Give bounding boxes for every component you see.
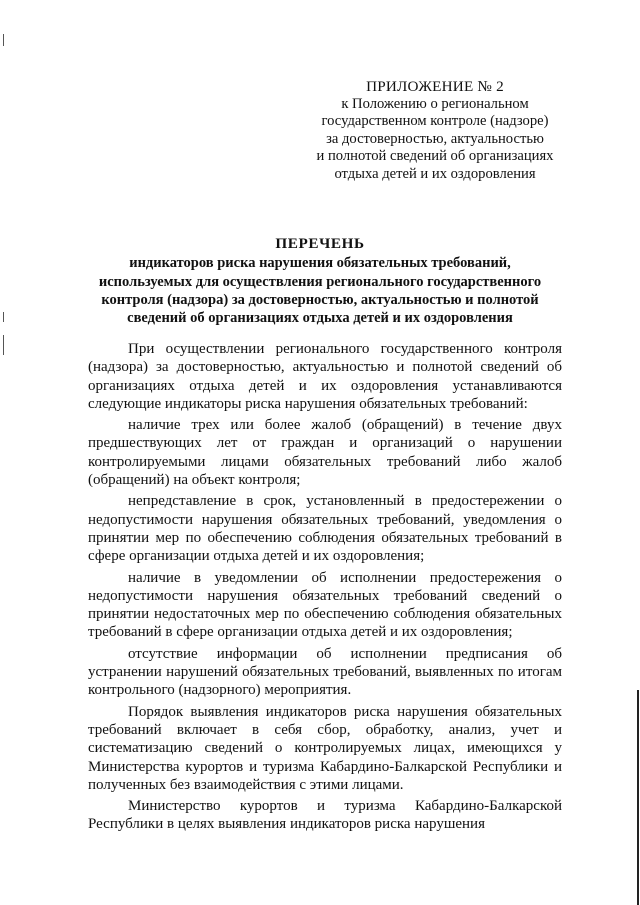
paragraph: наличие в уведомлении об исполнении предостережения о недопустимости нарушения обязательных требований сведений о принятии недостаточных мер по обеспечению соблюдения обязательных требований в сфере организации отдыха детей и их оздоровления; — [88, 569, 562, 641]
paragraph: непредставление в срок, установленный в предостережении о недопустимости нарушения обязательных требований, уведомления о принятии мер по обеспечению соблюдения обязательных требований в сфере организации отдыха детей и их оздоровления; — [88, 493, 562, 565]
appendix-line: к Положению о региональном — [341, 95, 529, 112]
heading-line: контроля (надзора) за достоверностью, актуальностью и полнотой — [101, 291, 539, 308]
heading-line: сведений об организациях отдыха детей и их оздоровления — [127, 310, 513, 327]
appendix-line: государственном контроле (надзоре) — [321, 113, 549, 130]
appendix-line: отдыха детей и их оздоровления — [334, 165, 536, 182]
document-heading — [88, 235, 552, 327]
paragraph: Министерство курортов и туризма Кабардино-Балкарской Республики в целях выявления индикаторов риска нарушения — [88, 798, 562, 833]
document-body — [88, 340, 562, 834]
paragraph: наличие трех или более жалоб (обращений) в течение двух предшествующих лет от граждан и организаций о нарушении контролируемыми лицами обязательных требований либо жалоб (обращений) на объект контроля; — [88, 417, 562, 489]
appendix-block — [300, 78, 570, 184]
appendix-line: и полнотой сведений об организациях — [316, 148, 554, 165]
heading-line: используемых для осуществления регионального государственного — [98, 273, 542, 290]
scan-margin-mark — [3, 312, 4, 322]
appendix-number: ПРИЛОЖЕНИЕ № 2 — [366, 78, 504, 95]
paragraph: отсутствие информации об исполнении предписания об устранении нарушений обязательных требований, выявленных по итогам контрольного (надзорного) мероприятия. — [88, 645, 562, 699]
document-title: ПЕРЕЧЕНЬ — [275, 235, 365, 252]
scan-margin-mark — [3, 34, 4, 46]
paragraph: Порядок выявления индикаторов риска нарушения обязательных требований включает в себя сбор, обработку, анализ, учет и систематизацию сведений о контролируемых лицах, имеющихся у Министерства курортов и туризма Кабардино-Балкарской Республики и полученных без взаимодействия с этими лицами. — [88, 703, 562, 793]
heading-line: индикаторов риска нарушения обязательных требований, — [129, 255, 511, 272]
appendix-line: за достоверностью, актуальностью — [326, 130, 544, 147]
paragraph: При осуществлении регионального государственного контроля (надзора) за достоверностью, актуальностью и полнотой сведений об организациях отдыха детей и их оздоровления устанавливаются следующие индикаторы риска нарушения обязательных требований: — [88, 341, 562, 412]
scan-right-edge — [637, 690, 639, 905]
scan-margin-mark — [3, 335, 4, 355]
